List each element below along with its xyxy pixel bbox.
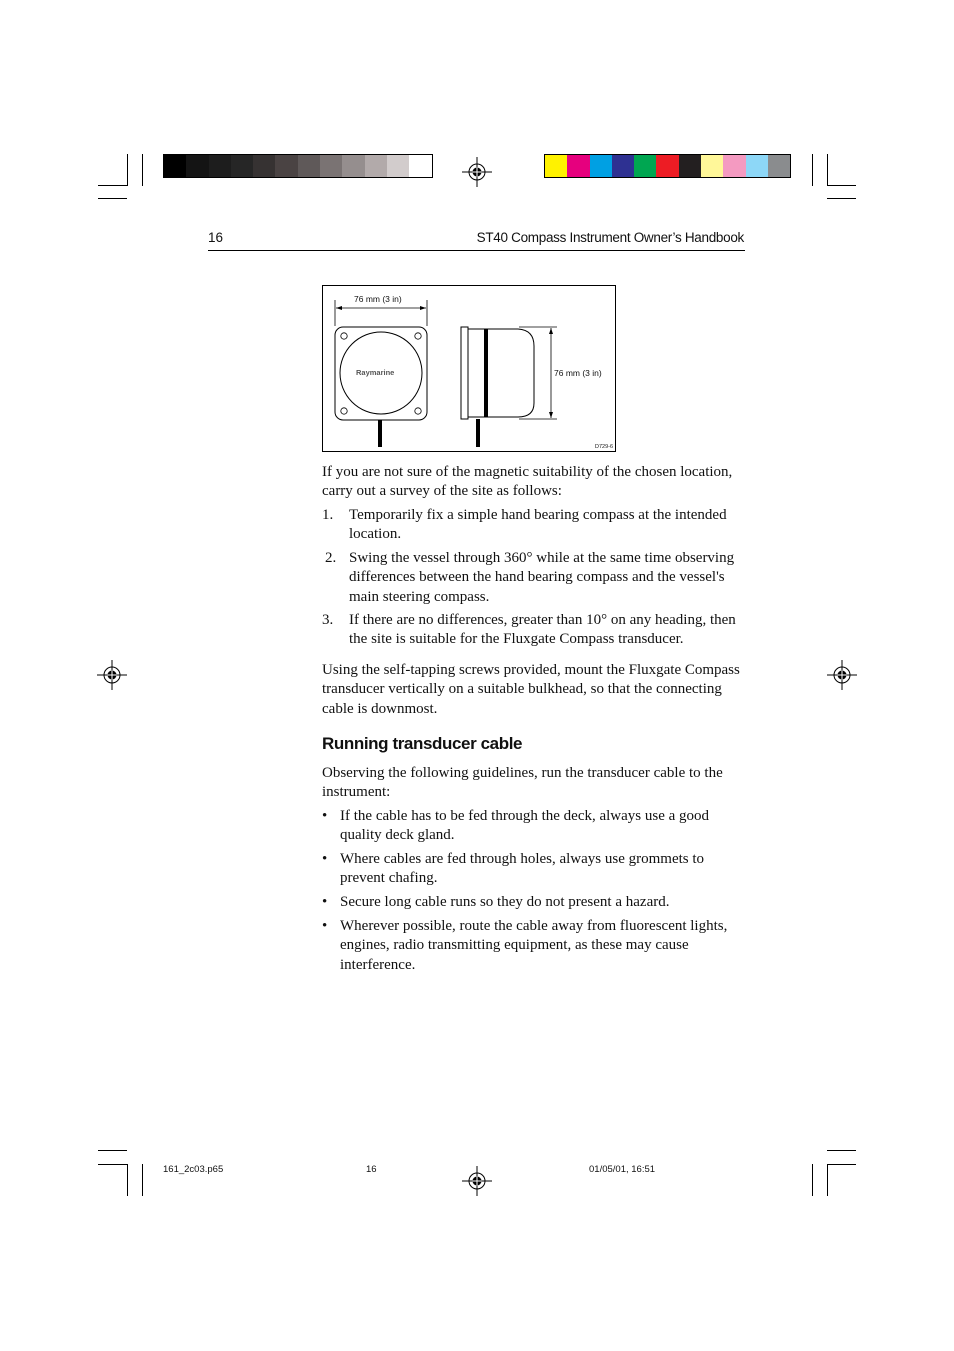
color-swatch [342, 155, 364, 177]
section-intro-paragraph: Observing the following guidelines, run the transducer cable to the instrument: [322, 765, 723, 801]
registration-target-icon [827, 660, 857, 690]
color-swatch [656, 155, 678, 177]
list-text: Wherever possible, route the cable away from fluorescent lights, engines, radio transmitting equipment, as these may cause interference. [340, 918, 728, 973]
bullet-symbol: • [322, 851, 328, 867]
intro-paragraph: If you are not sure of the magnetic suitability of the chosen location, carry out a survey of the site as follows: [322, 464, 733, 500]
color-swatch [320, 155, 342, 177]
list-text: If there are no differences, greater than 10° on any heading, then the site is suitable for the Fluxgate Compass transducer. [349, 612, 736, 648]
color-swatch [634, 155, 656, 177]
list-number: 2. [325, 550, 337, 566]
color-swatch [590, 155, 612, 177]
color-swatch [298, 155, 320, 177]
color-swatch [253, 155, 275, 177]
bullet-symbol: • [322, 808, 328, 824]
color-swatch [387, 155, 409, 177]
registration-target-icon [462, 1166, 492, 1196]
color-swatch [209, 155, 231, 177]
registration-target-icon [97, 660, 127, 690]
color-swatch [746, 155, 768, 177]
list-text: Secure long cable runs so they do not present a hazard. [340, 894, 670, 910]
footer-date: 01/05/01, 16:51 [589, 1164, 656, 1175]
color-swatch [186, 155, 208, 177]
color-swatch [612, 155, 634, 177]
transducer-dimensions-figure [322, 285, 616, 452]
color-swatch [231, 155, 253, 177]
bullet-symbol: • [322, 894, 328, 910]
color-swatch [701, 155, 723, 177]
figure-code: D729-6 [595, 444, 614, 450]
running-header [208, 229, 745, 251]
color-calibration-bar [544, 154, 791, 178]
height-dimension-label: 76 mm (3 in) [554, 368, 602, 378]
list-number: 3. [322, 612, 334, 628]
section-heading: Running transducer cable [322, 734, 523, 753]
color-swatch [409, 155, 431, 177]
color-swatch [723, 155, 745, 177]
list-number: 1. [322, 507, 334, 523]
color-swatch [679, 155, 701, 177]
footer-filename: 161_2c03.p65 [163, 1164, 224, 1175]
footer-page: 16 [366, 1164, 377, 1175]
page-number: 16 [208, 230, 224, 245]
color-swatch [164, 155, 186, 177]
bullet-symbol: • [322, 918, 328, 934]
list-text: Temporarily fix a simple hand bearing compass at the intended location. [349, 507, 727, 543]
mounting-paragraph: Using the self-tapping screws provided, mount the Fluxgate Compass transducer vertically on a suitable bulkhead, so that the connecting cable is downmost. [322, 662, 740, 717]
list-text: Where cables are fed through holes, always use grommets to prevent chafing. [340, 851, 705, 887]
color-swatch [365, 155, 387, 177]
color-swatch [545, 155, 567, 177]
gray-calibration-bar [163, 154, 433, 178]
color-swatch [275, 155, 297, 177]
list-text: Swing the vessel through 360° while at the same time observing differences between the hand bearing compass and the vessel's main steering compass. [349, 550, 735, 605]
list-text: If the cable has to be fed through the deck, always use a good quality deck gland. [340, 808, 710, 844]
registration-target-icon [462, 157, 492, 187]
width-dimension-label: 76 mm (3 in) [354, 294, 402, 304]
color-swatch [567, 155, 589, 177]
brand-logo-label: Raymarine [356, 368, 395, 377]
color-swatch [768, 155, 790, 177]
handbook-title: ST40 Compass Instrument Owner’s Handbook [476, 230, 744, 245]
